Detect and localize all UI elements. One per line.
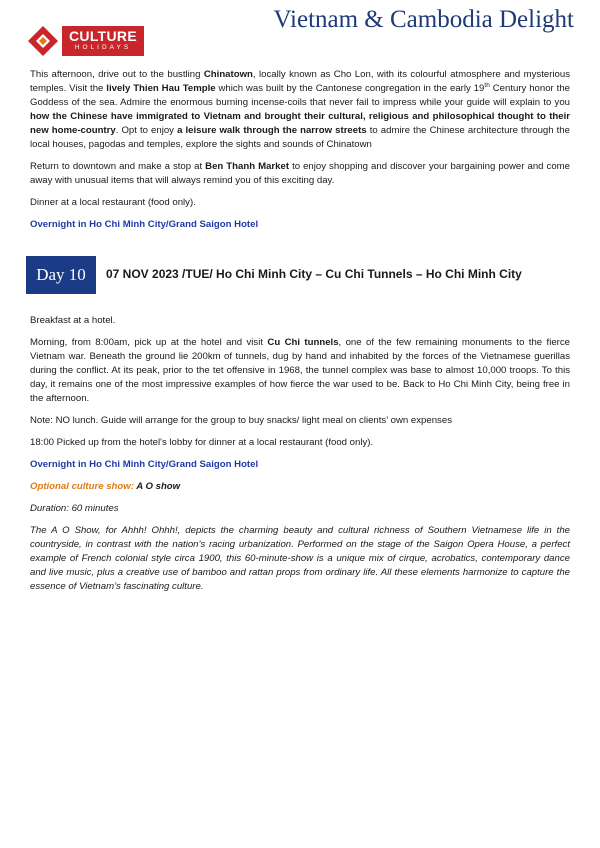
- logo-title: CULTURE: [69, 28, 137, 44]
- ben-thanh-paragraph: Return to downtown and make a stop at Ben Thanh Market to enjoy shopping and discover your bargaining power and come away with unusual items that will always remind you of this exciting day.: [30, 161, 570, 186]
- optional-show: Optional culture show: A O show: [30, 481, 181, 492]
- document-title: Vietnam & Cambodia Delight: [273, 6, 574, 33]
- dinner-note: Dinner at a local restaurant (food only).: [30, 197, 196, 208]
- day-heading: 07 NOV 2023 /TUE/ Ho Chi Minh City – Cu Chi Tunnels – Ho Chi Minh City: [106, 267, 522, 281]
- page-header: [0, 0, 600, 66]
- logo-subtitle: HOLIDAYS: [74, 44, 132, 51]
- logo-wordmark: [62, 26, 144, 56]
- logo-diamond-icon: [28, 26, 58, 56]
- chinatown-paragraph: This afternoon, drive out to the bustling Chinatown, locally known as Cho Lon, with its colourful atmosphere and mysterious temples. Visit the lively Thien Hau Temple which was built by the Cantonese congregation in the early 19th Century honor the Goddess of the sea. Admire the enormous burning incense-coils that never fail to impress while your guide will explain to you how the Chinese have immigrated to Vietnam and brought their cultural, religious and philosophical thought to their new home-country. Opt to enjoy a leisure walk through the narrow streets to admire the Chinese architecture through the local houses, pagodas and temples, explore the sights and sounds of Chinatown: [30, 69, 571, 150]
- show-duration: Duration: 60 minutes: [30, 503, 119, 514]
- day-header: [26, 256, 570, 302]
- cu-chi-paragraph: Morning, from 8:00am, pick up at the hotel and visit Cu Chi tunnels, one of the few remaining monuments to the fierce Vietnam war. Beneath the ground lie 200km of tunnels, dug by hand and inhabited by the forces of the Vietnamese guerillas during the conflict. At its peak, prior to the tet offensive in 1968, the tunnel complex was base to almost 10,000 troops. To this day, it remains one of the most impressive examples of how fierce the war used to be. Back to Ho Chi Minh City, being free in the afternoon.: [30, 337, 570, 404]
- lunch-note: Note: NO lunch. Guide will arrange for the group to buy snacks/ light meal on clients’ own expenses: [30, 415, 452, 426]
- overnight-note-day9: Overnight in Ho Chi Minh City/Grand Saigon Hotel: [30, 219, 259, 230]
- itinerary-body: [30, 68, 570, 602]
- culture-holidays-logo: [28, 22, 144, 60]
- day-badge: Day 10: [26, 256, 96, 294]
- overnight-note-day10: Overnight in Ho Chi Minh City/Grand Saigon Hotel: [30, 459, 259, 470]
- show-description: The A O Show, for Ahhh! Ohhh!, depicts the charming beauty and cultural richness of Southern Vietnamese life in the countryside, in contrast with the nation’s racing urbanization. Performed on the stage of the Saigon Opera House, a perfect example of French colonial style circa 1900, this 60-minute-show is a unique mix of cirque, acrobatics, contemporary dance and live music, plus a creative use of bamboo and rattan props from ordinary life. All these elements harmonize to capture the essence of Vietnam’s fascinating culture.: [30, 525, 570, 592]
- breakfast-note: Breakfast at a hotel.: [30, 315, 116, 326]
- evening-pickup-note: 18:00 Picked up from the hotel's lobby for dinner at a local restaurant (food only).: [30, 437, 374, 448]
